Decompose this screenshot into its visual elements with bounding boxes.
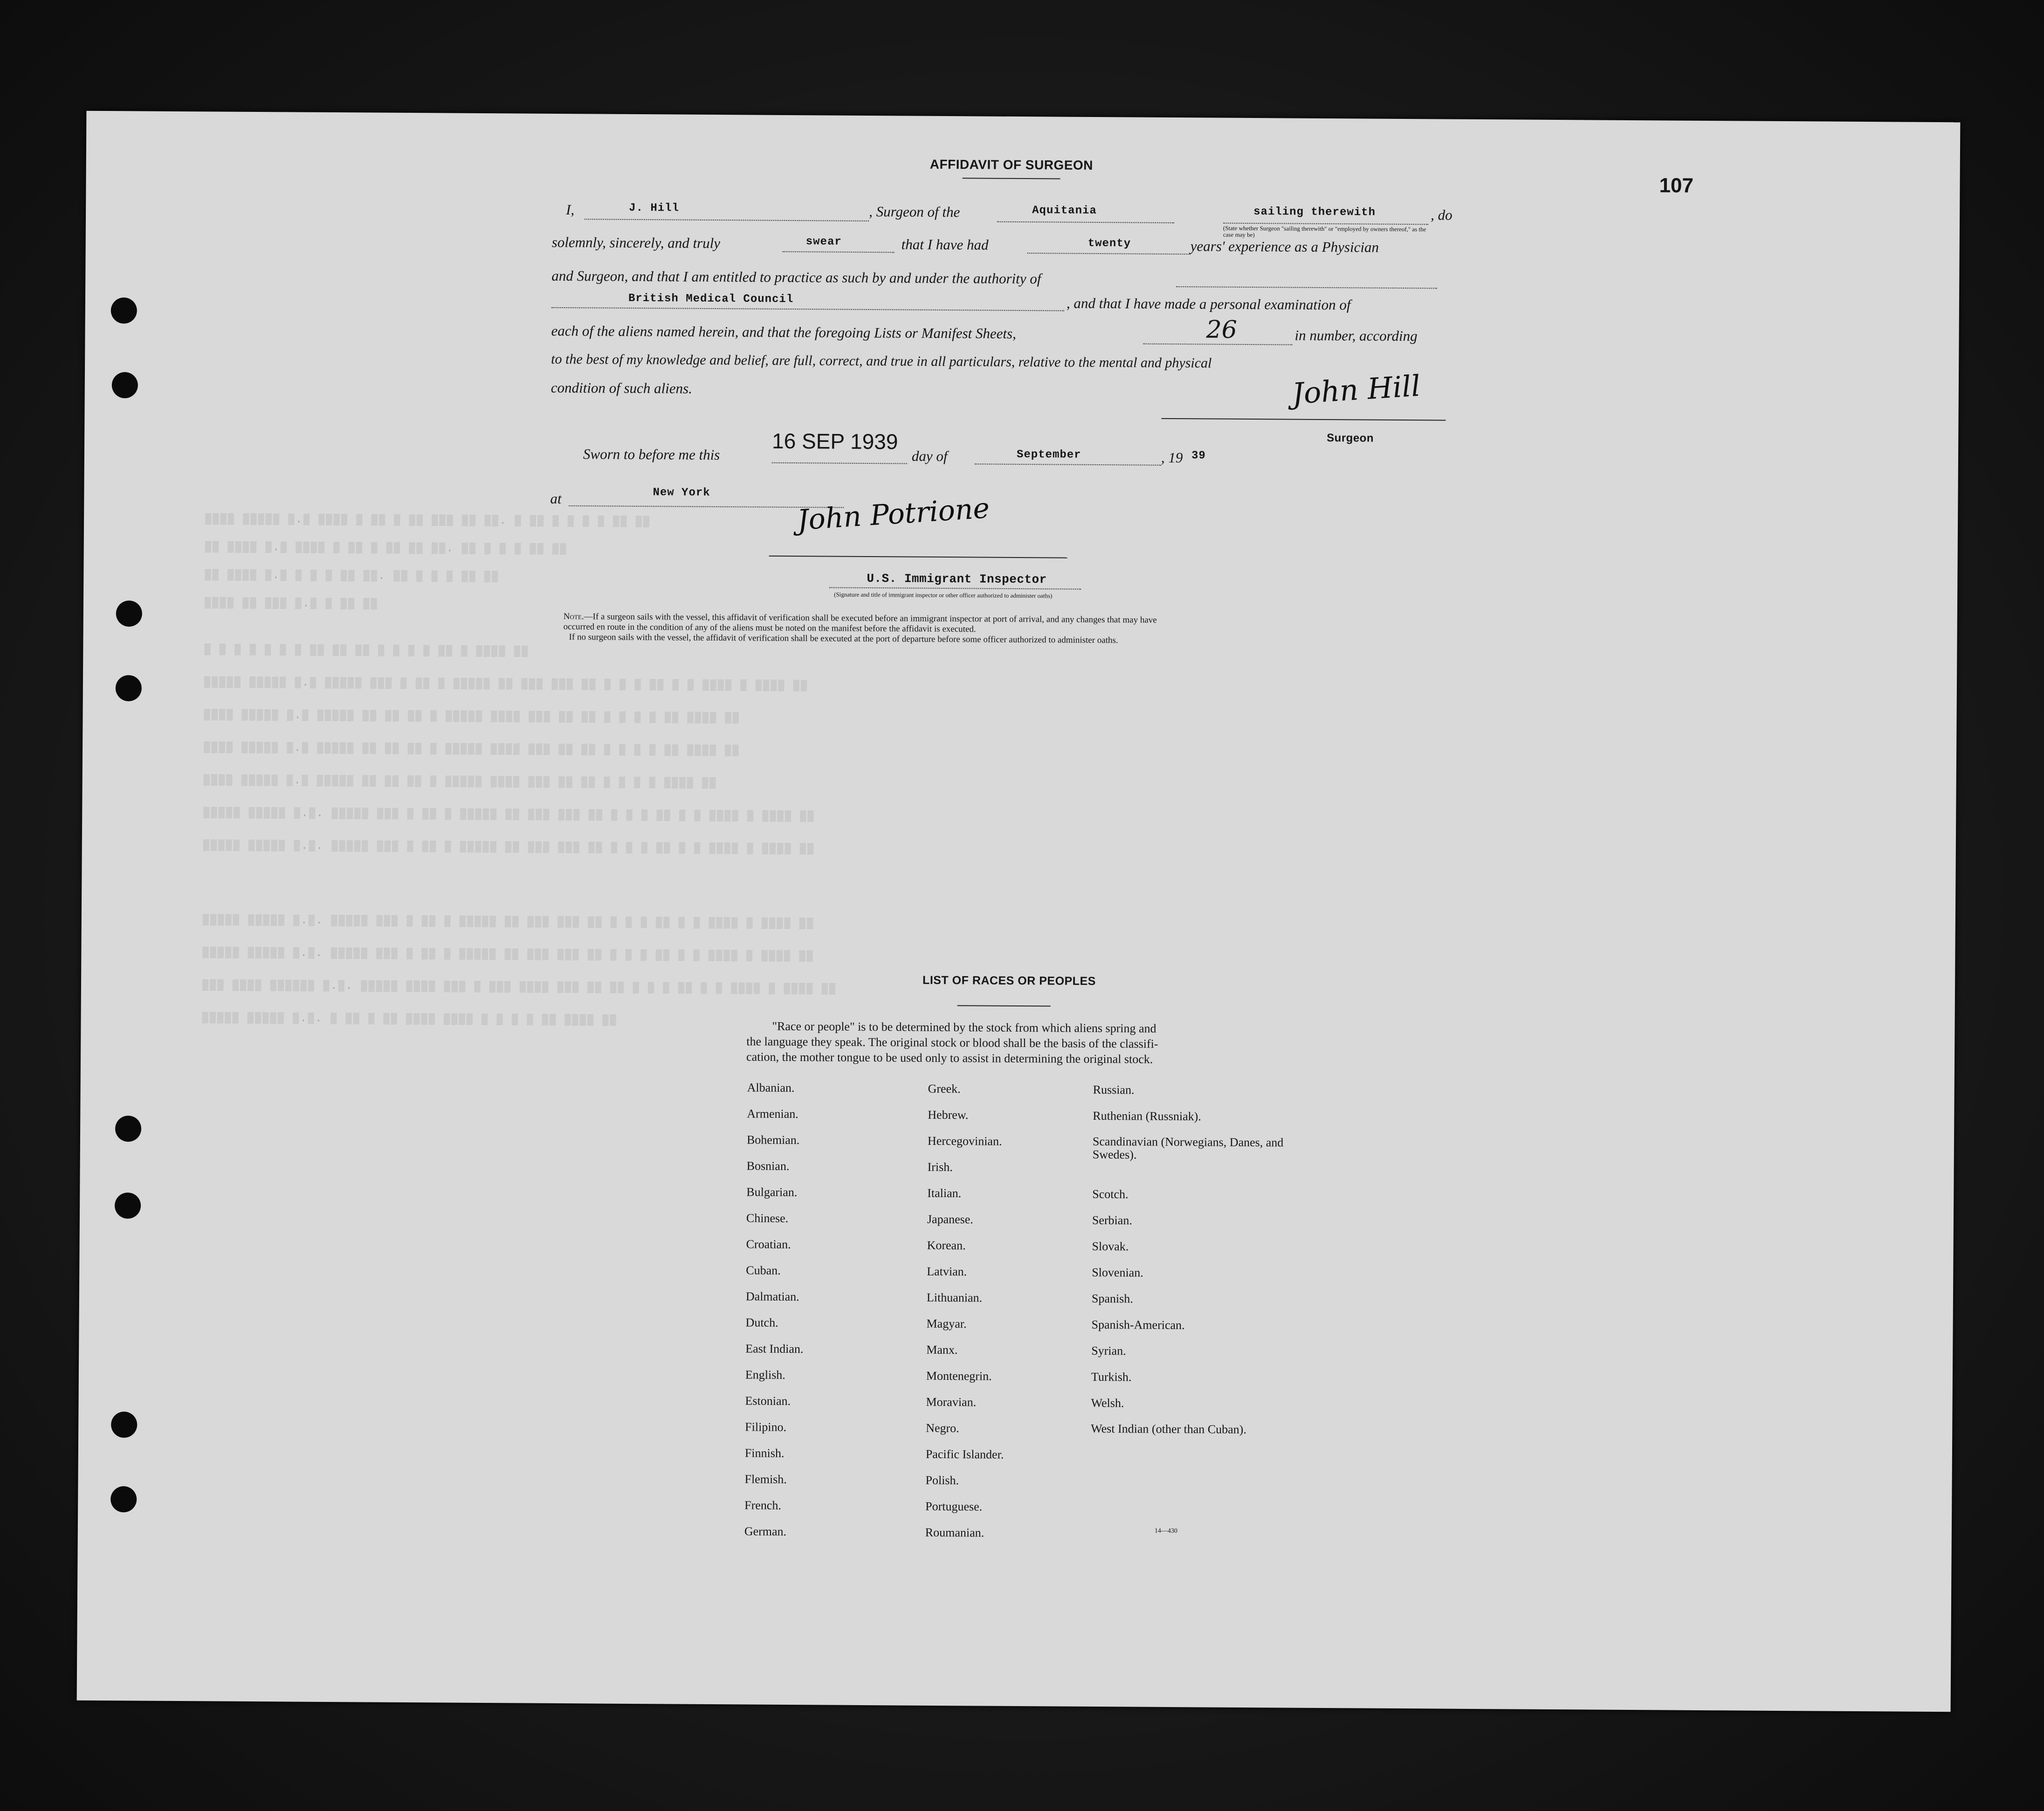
race-item: Manx.	[926, 1343, 958, 1357]
race-item: Bulgarian.	[746, 1185, 798, 1199]
race-item: Lithuanian.	[926, 1290, 983, 1305]
race-item: Flemish.	[744, 1472, 787, 1486]
inspector-title: U.S. Immigrant Inspector	[867, 571, 1047, 587]
years-line	[1027, 253, 1191, 255]
affidavit-note	[564, 612, 1157, 646]
bleed-through-row: ▒▒▒▒ ▒▒▒▒▒ ▒.▒ ▒▒▒▒ ▒ ▒▒ ▒ ▒▒ ▒▒▒ ▒▒ ▒▒. ▒ ▒▒ ▒ ▒ ▒ ▒ ▒▒ ▒▒	[205, 513, 651, 528]
race-item: Magyar.	[926, 1316, 967, 1331]
races-title: LIST OF RACES OR PEOPLES	[922, 973, 1096, 988]
inspector-caption: (Signature and title of immigrant inspector or other officer authorized to administer oaths)	[834, 591, 1053, 599]
punch-hole	[111, 1412, 137, 1438]
state-note-text: (State whether Surgeon "sailing therewith" or "employed by owners thereof," as the case may be)	[1223, 224, 1426, 239]
race-item: Croatian.	[746, 1237, 791, 1252]
label-that-i-have-had: that I have had	[901, 236, 989, 253]
surgeon-label: Surgeon	[1327, 432, 1374, 445]
inspector-signature: John Potrione	[796, 492, 991, 537]
races-intro-line-1: "Race or people" is to be determined by the stock from which aliens spring and	[772, 1019, 1156, 1035]
bleed-through-row: ▒▒▒▒ ▒▒▒▒▒ ▒.▒ ▒▒▒▒▒ ▒▒ ▒▒ ▒▒ ▒ ▒▒▒▒▒ ▒▒▒▒ ▒▒▒ ▒▒ ▒▒ ▒ ▒ ▒ ▒ ▒▒ ▒▒▒▒ ▒▒	[204, 742, 740, 757]
note-line-3: If no surgeon sails with the vessel, the affidavit of verification shall be executed at the port of departure before some officer authorized to administer oaths.	[569, 632, 1118, 646]
punch-hole	[115, 1116, 141, 1142]
punch-hole	[112, 372, 138, 398]
punch-hole	[110, 1486, 137, 1512]
race-item: Roumanian.	[925, 1525, 984, 1540]
race-item: German.	[744, 1524, 787, 1538]
race-item: Dalmatian.	[745, 1289, 799, 1304]
race-item: Montenegrin.	[926, 1369, 992, 1383]
label-best-knowledge: to the best of my knowledge and belief, are full, correct, and true in all particulars, relative to the mental and physical	[551, 351, 1212, 371]
race-item: Greek.	[928, 1081, 961, 1096]
punch-hole	[115, 1192, 141, 1219]
race-item: Korean.	[927, 1238, 966, 1253]
bleed-through-row: ▒▒▒▒▒ ▒▒▒▒▒ ▒.▒ ▒▒▒▒▒ ▒▒▒ ▒ ▒▒ ▒ ▒▒▒▒▒ ▒▒ ▒▒▒ ▒▒▒ ▒▒ ▒ ▒ ▒ ▒▒ ▒ ▒ ▒▒▒▒ ▒ ▒▒▒▒ ▒▒	[204, 676, 809, 692]
races-intro-line-2: the language they speak. The original stock or blood shall be the basis of the classifi-	[746, 1034, 1158, 1051]
title-rule	[963, 178, 1060, 179]
label-year-prefix: , 19	[1161, 449, 1183, 466]
bleed-through-row: ▒▒▒▒ ▒▒▒▒▒ ▒.▒ ▒▒▒▒▒ ▒▒ ▒▒ ▒▒ ▒ ▒▒▒▒▒ ▒▒▒▒ ▒▒▒ ▒▒ ▒▒ ▒ ▒ ▒ ▒ ▒▒ ▒▒▒▒ ▒▒	[204, 709, 740, 724]
races-title-rule	[957, 1005, 1051, 1006]
inspector-signature-line	[769, 556, 1067, 558]
race-item: Slovenian.	[1092, 1265, 1143, 1280]
race-item: Scandinavian (Norwegians, Danes, and Swedes).	[1092, 1134, 1284, 1162]
race-item: Albanian.	[747, 1081, 795, 1095]
label-in-number: in number, according	[1294, 327, 1418, 344]
race-item: Bohemian.	[746, 1133, 800, 1147]
label-sworn: Sworn to before me this	[583, 446, 720, 463]
label-and-surgeon: and Surgeon, and that I am entitled to practice as such by and under the authority of	[551, 267, 1041, 287]
race-item: Serbian.	[1092, 1213, 1132, 1227]
race-item: English.	[745, 1368, 785, 1382]
sworn-year: 39	[1191, 449, 1206, 462]
bleed-through-row: ▒▒▒▒▒ ▒▒▒▒▒ ▒.▒. ▒▒▒▒▒ ▒▒▒ ▒ ▒▒ ▒ ▒▒▒▒▒ ▒▒ ▒▒▒ ▒▒▒ ▒▒ ▒ ▒ ▒ ▒▒ ▒ ▒ ▒▒▒▒ ▒ ▒▒▒▒ ▒▒	[202, 914, 815, 930]
state-note	[1223, 225, 1428, 240]
bleed-through-row: ▒▒▒ ▒▒▒▒ ▒▒▒▒▒▒ ▒.▒. ▒▒▒▒▒ ▒▒▒▒ ▒▒▒ ▒ ▒▒▒ ▒▒▒▒ ▒▒▒ ▒▒ ▒▒ ▒ ▒ ▒ ▒▒ ▒ ▒ ▒▒▒▒ ▒ ▒▒▒▒ ▒▒	[202, 979, 837, 995]
race-item: Latvian.	[927, 1264, 967, 1279]
punch-hole	[116, 675, 142, 701]
label-at: at	[550, 490, 562, 507]
sworn-month: September	[1016, 448, 1081, 461]
note-line-1: —If a surgeon sails with the vessel, this affidavit of verification shall be executed before an immigrant inspector at port of arrival, and any changes that may have	[584, 612, 1157, 625]
race-item: Hebrew.	[928, 1108, 969, 1122]
date-stamp: 16 SEP 1939	[771, 428, 898, 454]
race-item: Portuguese.	[925, 1499, 983, 1514]
race-item: Polish.	[925, 1473, 959, 1487]
race-item: Moravian.	[926, 1395, 977, 1409]
bleed-through-row: ▒▒ ▒▒▒▒ ▒.▒ ▒ ▒ ▒ ▒▒ ▒▒. ▒▒ ▒ ▒ ▒ ▒▒ ▒▒	[205, 569, 500, 583]
race-item: Estonian.	[745, 1394, 791, 1408]
race-item: French.	[744, 1498, 781, 1512]
note-line-2: occurred en route in the condition of any of the aliens must be noted on the manifest before the affidavit is executed.	[563, 622, 976, 634]
race-item: Spanish-American.	[1091, 1317, 1185, 1332]
years-experience: twenty	[1087, 237, 1131, 250]
label-each-alien: each of the aliens named herein, and that the foregoing Lists or Manifest Sheets,	[551, 322, 1017, 342]
race-item: Pacific Islander.	[925, 1447, 1004, 1461]
sailing-status: sailing therewith	[1253, 206, 1376, 219]
form-number: 14—430	[1154, 1527, 1177, 1535]
bleed-through-row: ▒▒▒▒ ▒▒ ▒▒▒ ▒.▒ ▒ ▒▒ ▒▒	[204, 597, 379, 610]
race-item: Ruthenian (Russniak).	[1093, 1109, 1201, 1123]
ship-name-line	[997, 221, 1174, 223]
label-surgeon-of-the: , Surgeon of the	[869, 203, 960, 220]
document-sheet	[77, 111, 1961, 1712]
sheet-count-line	[1143, 344, 1292, 345]
race-item: Hercegovinian.	[927, 1134, 1002, 1148]
surgeon-name-line	[585, 219, 869, 221]
inspector-title-line	[829, 587, 1081, 590]
month-line	[975, 463, 1161, 465]
races-column-3	[1091, 1083, 1289, 1476]
sheet-count: 26	[1206, 316, 1237, 344]
label-solemnly: solemnly, sincerely, and truly	[551, 234, 721, 252]
note-label: Note.	[563, 612, 584, 622]
label-i: I,	[566, 201, 575, 218]
races-intro	[746, 1018, 1158, 1067]
race-item: East Indian.	[745, 1342, 804, 1356]
sworn-place: New York	[653, 486, 710, 499]
bleed-through-row: ▒▒▒▒▒ ▒▒▒▒▒ ▒.▒. ▒▒▒▒▒ ▒▒▒ ▒ ▒▒ ▒ ▒▒▒▒▒ ▒▒ ▒▒▒ ▒▒▒ ▒▒ ▒ ▒ ▒ ▒▒ ▒ ▒ ▒▒▒▒ ▒ ▒▒▒▒ ▒▒	[203, 840, 815, 855]
race-item: Spanish.	[1091, 1291, 1133, 1306]
label-day-of: day of	[911, 448, 948, 465]
race-item: Armenian.	[747, 1107, 798, 1121]
oath-line	[783, 251, 895, 253]
bleed-through-row: ▒▒▒▒▒ ▒▒▒▒▒ ▒.▒. ▒▒▒▒▒ ▒▒▒ ▒ ▒▒ ▒ ▒▒▒▒▒ ▒▒ ▒▒▒ ▒▒▒ ▒▒ ▒ ▒ ▒ ▒▒ ▒ ▒ ▒▒▒▒ ▒ ▒▒▒▒ ▒▒	[203, 807, 815, 823]
authority-line-upper	[1176, 286, 1437, 289]
label-years-experience: years' experience as a Physician	[1190, 238, 1379, 255]
race-item: Bosnian.	[746, 1159, 790, 1173]
page-number: 107	[1659, 174, 1694, 197]
race-item: Dutch.	[745, 1315, 778, 1329]
race-item: West Indian (other than Cuban).	[1091, 1421, 1246, 1437]
ship-name: Aquitania	[1032, 204, 1097, 217]
label-do: , do	[1431, 207, 1452, 223]
race-item: Turkish.	[1091, 1370, 1132, 1384]
race-item: Scotch.	[1092, 1187, 1129, 1201]
race-item: Italian.	[927, 1186, 962, 1200]
race-item: Cuban.	[746, 1263, 781, 1277]
race-item: Welsh.	[1091, 1396, 1124, 1410]
surgeon-name: J. Hill	[629, 201, 680, 215]
authority-name: British Medical Council	[628, 292, 794, 306]
punch-hole	[111, 297, 137, 324]
label-personal-exam: , and that I have made a personal examination of	[1066, 295, 1351, 313]
bleed-through-row: ▒▒▒▒ ▒▒▒▒▒ ▒.▒ ▒▒▒▒▒ ▒▒ ▒▒ ▒▒ ▒ ▒▒▒▒▒ ▒▒▒▒ ▒▒▒ ▒▒ ▒▒ ▒ ▒ ▒ ▒ ▒▒▒▒ ▒▒	[203, 774, 717, 790]
date-stamp-line	[772, 462, 907, 464]
affidavit-title: AFFIDAVIT OF SURGEON	[929, 157, 1094, 172]
bleed-through-row: ▒▒▒▒▒ ▒▒▒▒▒ ▒.▒. ▒▒▒▒▒ ▒▒▒ ▒ ▒▒ ▒ ▒▒▒▒▒ ▒▒ ▒▒▒ ▒▒▒ ▒▒ ▒ ▒ ▒ ▒▒ ▒ ▒ ▒▒▒▒ ▒ ▒▒▒▒ ▒▒	[202, 947, 814, 963]
races-column-1	[744, 1081, 805, 1551]
race-item: Chinese.	[746, 1211, 789, 1225]
races-column-2	[925, 1082, 1006, 1552]
surgeon-signature: John Hill	[1291, 368, 1422, 411]
bleed-through-row: ▒ ▒ ▒ ▒ ▒ ▒ ▒ ▒▒ ▒▒ ▒▒ ▒ ▒ ▒ ▒ ▒▒ ▒ ▒▒▒▒ ▒▒	[204, 644, 530, 658]
race-item: Japanese.	[927, 1212, 973, 1226]
race-item: Negro.	[926, 1421, 959, 1435]
race-item: Slovak.	[1092, 1239, 1129, 1253]
race-item: Russian.	[1093, 1082, 1135, 1097]
bleed-through-row: ▒▒▒▒▒ ▒▒▒▒▒ ▒.▒. ▒ ▒▒ ▒ ▒▒ ▒▒▒▒ ▒▒▒▒ ▒ ▒ ▒ ▒ ▒▒ ▒▒▒▒ ▒▒	[202, 1012, 618, 1026]
punch-hole	[116, 600, 142, 627]
race-item: Filipino.	[745, 1420, 787, 1434]
label-condition: condition of such aliens.	[551, 379, 693, 397]
oath-word: swear	[805, 235, 842, 248]
races-intro-line-3: cation, the mother tongue to be used only to assist in determining the original stock.	[746, 1050, 1153, 1066]
surgeon-signature-line	[1161, 418, 1445, 421]
race-item: Irish.	[927, 1160, 953, 1174]
race-item: Finnish.	[744, 1446, 785, 1460]
authority-line	[551, 307, 1064, 311]
bleed-through-row: ▒▒ ▒▒▒▒ ▒.▒ ▒▒▒▒ ▒ ▒▒ ▒ ▒▒ ▒▒ ▒▒. ▒▒ ▒ ▒ ▒ ▒▒ ▒▒	[205, 541, 568, 556]
race-item: Syrian.	[1091, 1343, 1126, 1358]
